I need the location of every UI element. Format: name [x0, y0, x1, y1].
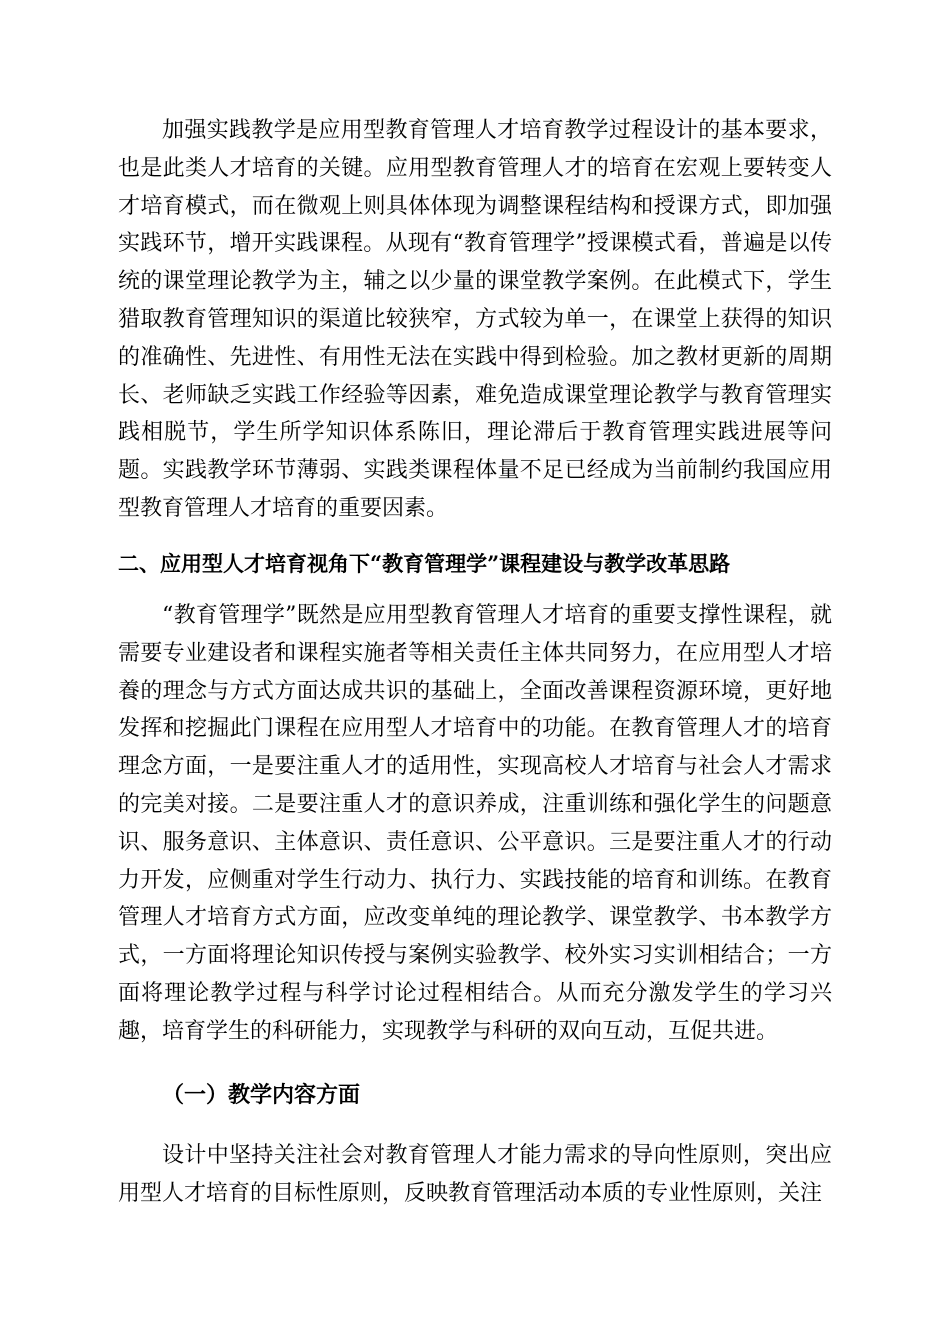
- body-paragraph-reform-ideas: “教育管理学”既然是应用型教育管理人才培育的重要支撑性课程，就需要专业建设者和课程实施者等相关责任主体共同努力，在应用型人才培養的理念与方式方面达成共识的基础上，全面改善课程资源环境，更好地发挥和挖掘此门课程在应用型人才培育中的功能。在教育管理人才的培育理念方面，一是要注重人才的适用性，实现高校人才培育与社会人才需求的完美对接。二是要注重人才的意识养成，注重训练和强化学生的问题意识、服务意识、主体意识、责任意识、公平意识。三是要注重人才的行动力开发，应侧重对学生行动力、执行力、实践技能的培育和训练。在教育管理人才培育方式方面，应改变单纯的理论教学、课堂教学、书本教学方式，一方面将理论知识传授与案例实验教学、校外实习实训相结合；一方面将理论教学过程与科学讨论过程相结合。从而充分激发学生的学习兴趣，培育学生的科研能力，实现教学与科研的双向互动，互促共进。: [118, 603, 832, 1044]
- body-paragraph-teaching-content: 设计中坚持关注社会对教育管理人才能力需求的导向性原则，突出应用型人才培育的目标性原则，反映教育管理活动本质的专业性原则，关注: [118, 1143, 832, 1206]
- body-paragraph-practice-teaching: 加强实践教学是应用型教育管理人才培育教学过程设计的基本要求，也是此类人才培育的关键。应用型教育管理人才的培育在宏观上要转变人才培育模式，而在微观上则具体体现为调整课程结构和授课方式，即加强实践环节，增开实践课程。从现有“教育管理学”授课模式看，普遍是以传统的课堂理论教学为主，辅之以少量的课堂教学案例。在此模式下，学生猎取教育管理知识的渠道比较狭窄，方式较为单一，在课堂上获得的知识的准确性、先进性、有用性无法在实践中得到检验。加之教材更新的周期长、老师缺乏实践工作经验等因素，难免造成课堂理论教学与教育管理实践相脱节，学生所学知识体系陈旧，理论滞后于教育管理实践进展等问题。实践教学环节薄弱、实践类课程体量不足已经成为当前制约我国应用型教育管理人才培育的重要因素。: [118, 118, 832, 521]
- section-heading: 二、应用型人才培育视角下“教育管理学”课程建设与教学改革思路: [118, 551, 731, 576]
- subsection-heading: （一）教学内容方面: [162, 1082, 361, 1108]
